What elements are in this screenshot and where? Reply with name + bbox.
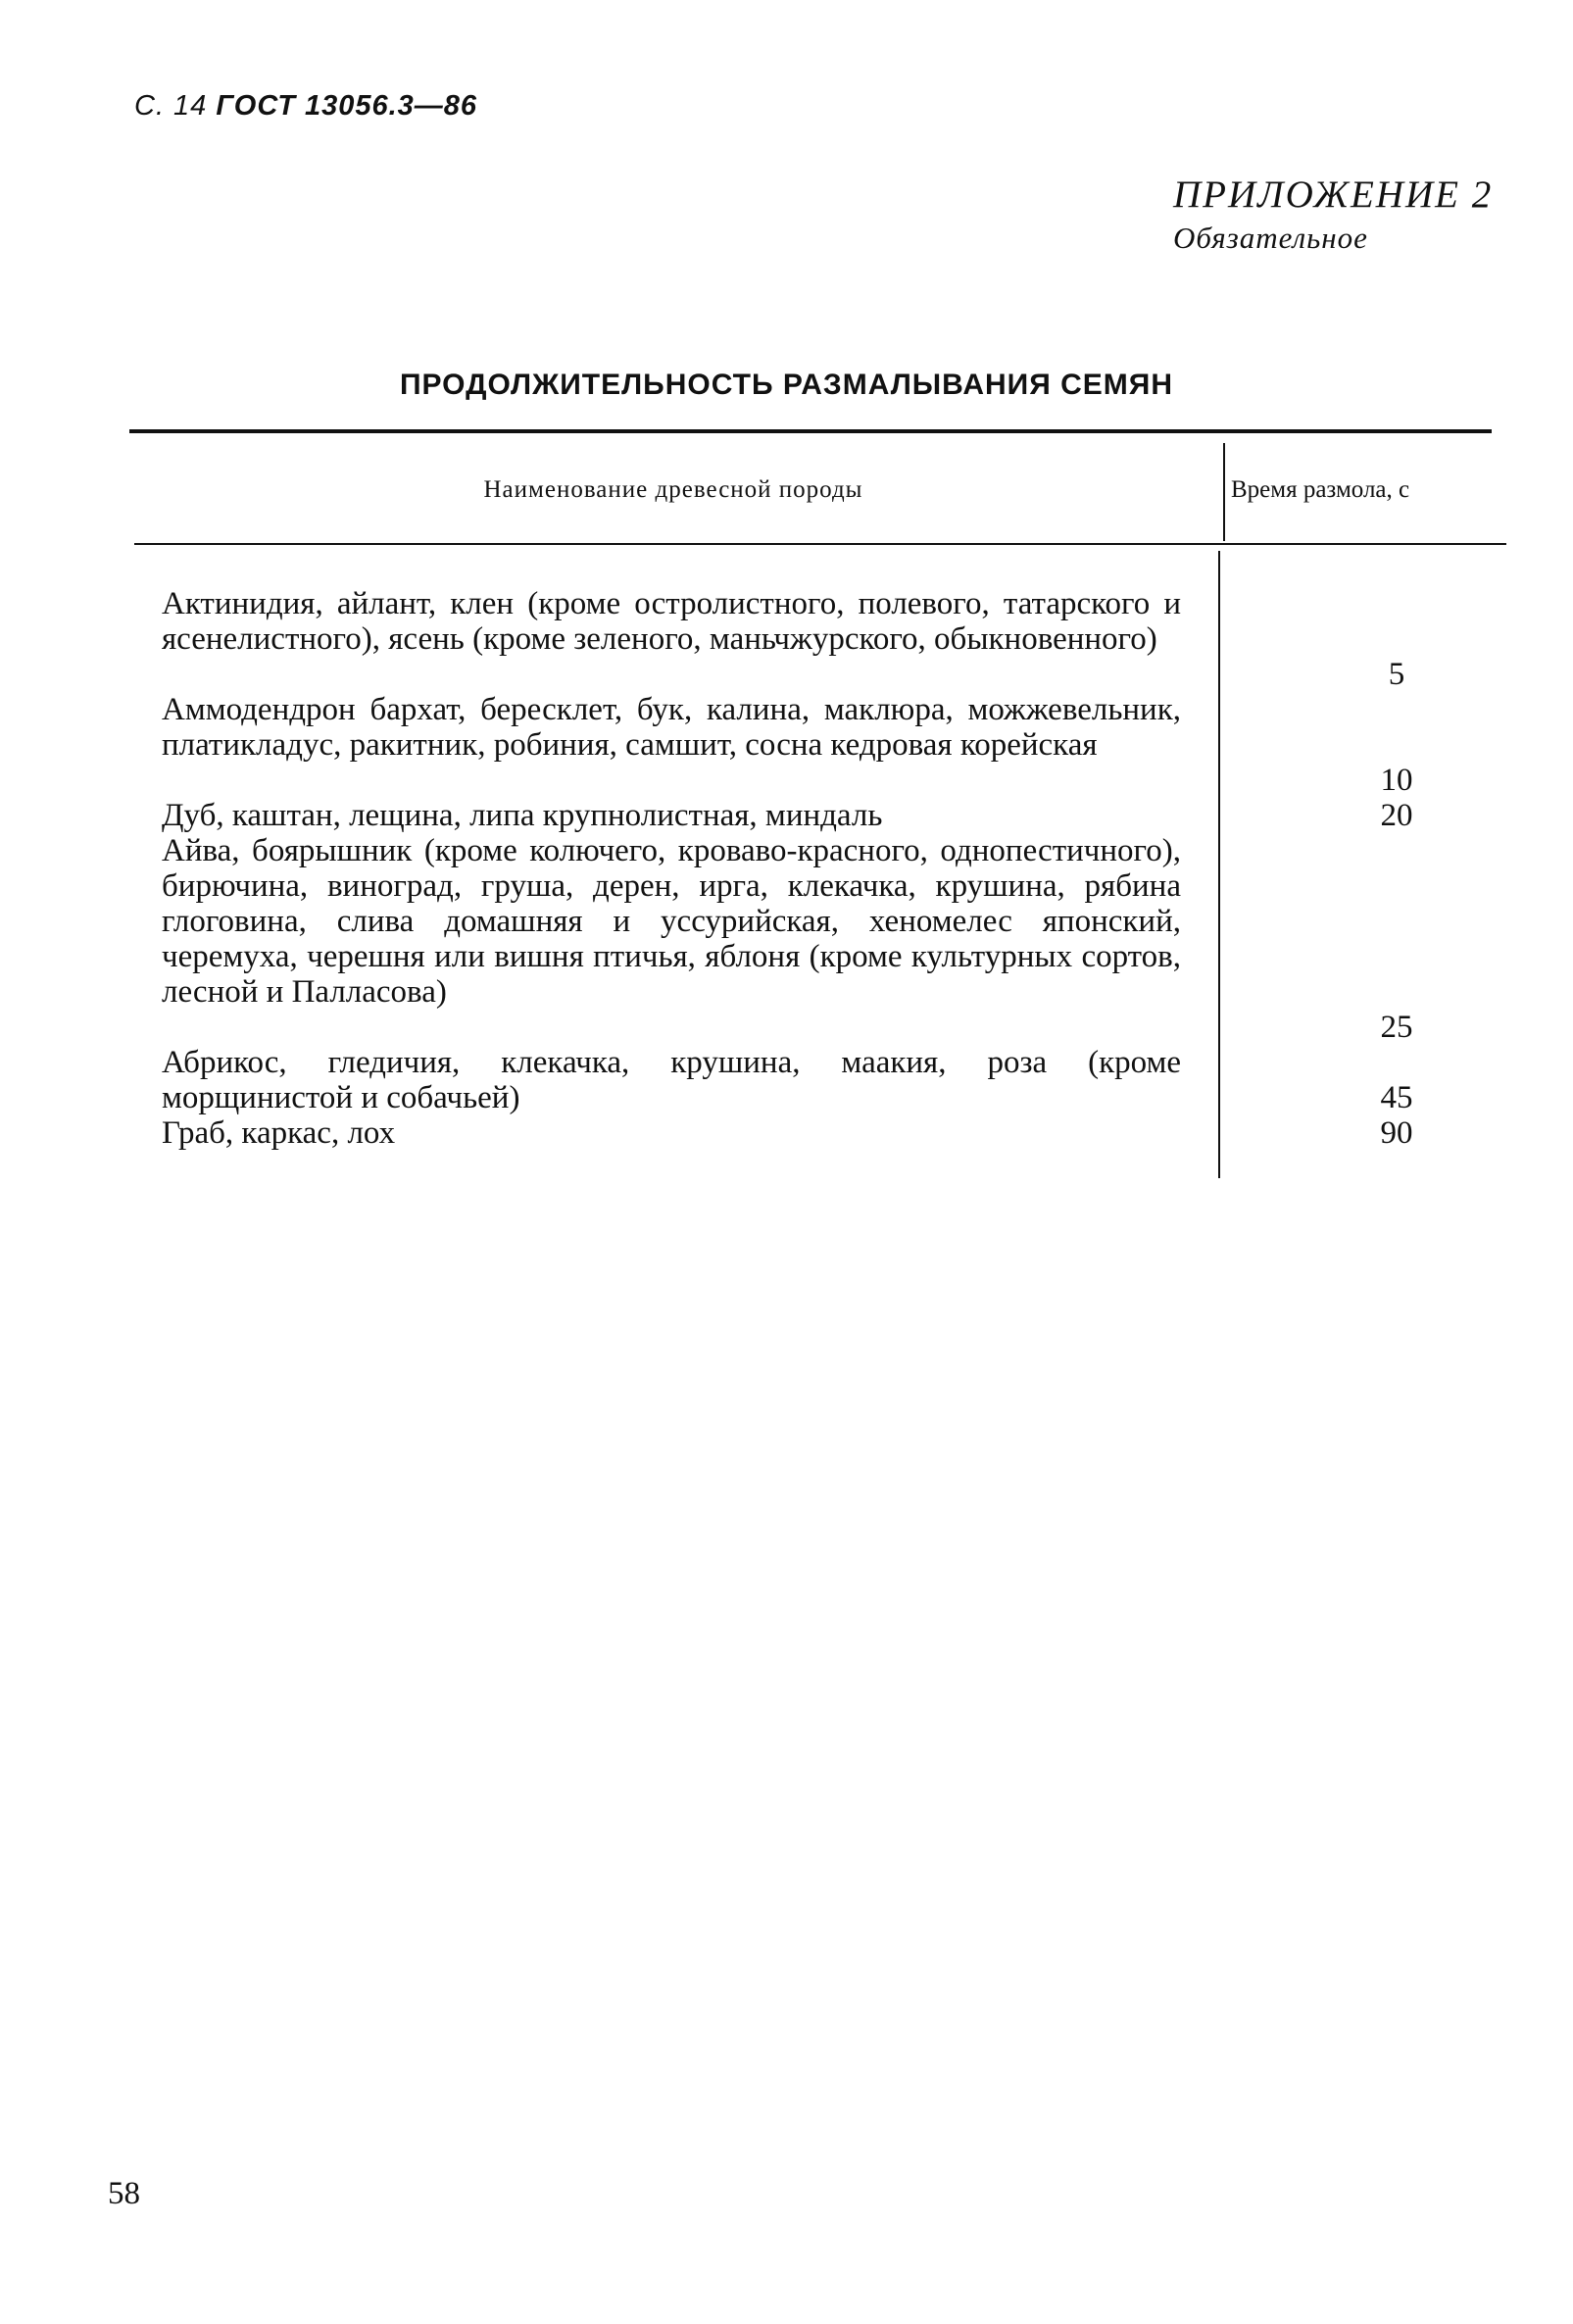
table-row-time: 10 xyxy=(1380,763,1413,798)
table-column-divider-body xyxy=(1218,551,1220,1178)
page-prefix: С. 14 xyxy=(134,90,208,122)
table-column-divider-header xyxy=(1223,443,1225,541)
column-header-time: Время размола, с xyxy=(1231,476,1410,503)
page-number: 58 xyxy=(108,2176,140,2211)
table-top-rule xyxy=(129,429,1492,433)
table-row-species: Абрикос, гледичия, клекачка, крушина, маакия, роза (кроме морщинистой и собачьей) xyxy=(162,1045,1181,1115)
table-row-species: Актинидия, айлант, клен (кроме остролистного, полевого, татарского и ясенелистного), ясень (кроме зеленого, маньчжурского, обыкновенного) xyxy=(162,586,1181,657)
running-header xyxy=(134,90,477,123)
appendix-status: Обязательное xyxy=(1173,221,1368,255)
table-row-species: Айва, боярышник (кроме колючего, кроваво-красного, однопестичного), бирючина, виноград, груша, дерен, ирга, клекачка, крушина, рябина глоговина, слива домашняя и уссурийская, хеномелес японский, черемуха, черешня или вишня птичья, яблоня (кроме культурных сортов, лесной и Палласова) xyxy=(162,833,1181,1010)
table-header-rule xyxy=(134,543,1506,545)
appendix-label xyxy=(1173,173,1497,256)
table-row-time: 45 xyxy=(1380,1080,1413,1115)
document-title: ПРОДОЛЖИТЕЛЬНОСТЬ РАЗМАЛЫВАНИЯ СЕМЯН xyxy=(399,369,1174,401)
standard-number: ГОСТ 13056.3—86 xyxy=(216,90,478,122)
column-header-species: Наименование древесной породы xyxy=(483,476,863,503)
table-row-species: Аммодендрон бархат, бересклет, бук, калина, маклюра, можжевельник, платикладус, ракитник, робиния, самшит, сосна кедровая корейская xyxy=(162,692,1181,763)
table-row-time: 20 xyxy=(1380,798,1413,833)
table-row-species: Дуб, каштан, лещина, липа крупнолистная, миндаль xyxy=(162,798,883,833)
appendix-title: ПРИЛОЖЕНИЕ 2 xyxy=(1173,173,1494,216)
table-row-time: 90 xyxy=(1380,1115,1413,1151)
table-row-species: Граб, каркас, лох xyxy=(162,1115,396,1151)
table-row-time: 5 xyxy=(1388,657,1405,692)
table-row-time: 25 xyxy=(1380,1010,1413,1045)
